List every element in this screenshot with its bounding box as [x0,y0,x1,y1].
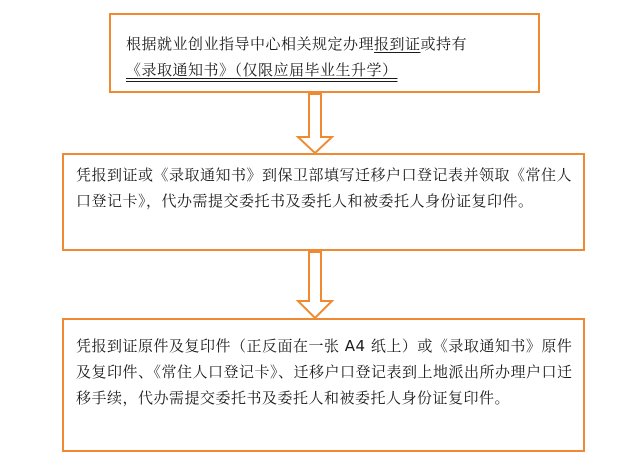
step-3-box [62,318,585,452]
step-3-text: 凭报到证原件及复印件（正反面在一张 A4 纸上）或《录取通知书》原件及复印件、《常住人口登记卡》、迁移户口登记表到上地派出所办理户口迁移手续，代办需提交委托书及委托人和被委托人身份证复印件。 [76,337,573,407]
step-2-box [62,153,585,251]
step-1-text: 根据就业创业指导中心相关规定办理 [126,35,375,53]
step-2-text: 凭报到证或《录取通知书》到保卫部填写迁移户口登记表并领取《常住人口登记卡》，代办需提交委托书及委托人和被委托人身份证复印件。 [76,166,573,210]
admission-notice-text: 《录取通知书》（仅限应届毕业生升学） [126,61,398,79]
down-arrow-1-icon [295,93,335,155]
down-arrow-2-icon [295,251,335,320]
step-1-text-middle: 或持有 [420,35,468,53]
step-1-box [109,13,540,93]
report-certificate-text: 报到证 [374,35,421,53]
